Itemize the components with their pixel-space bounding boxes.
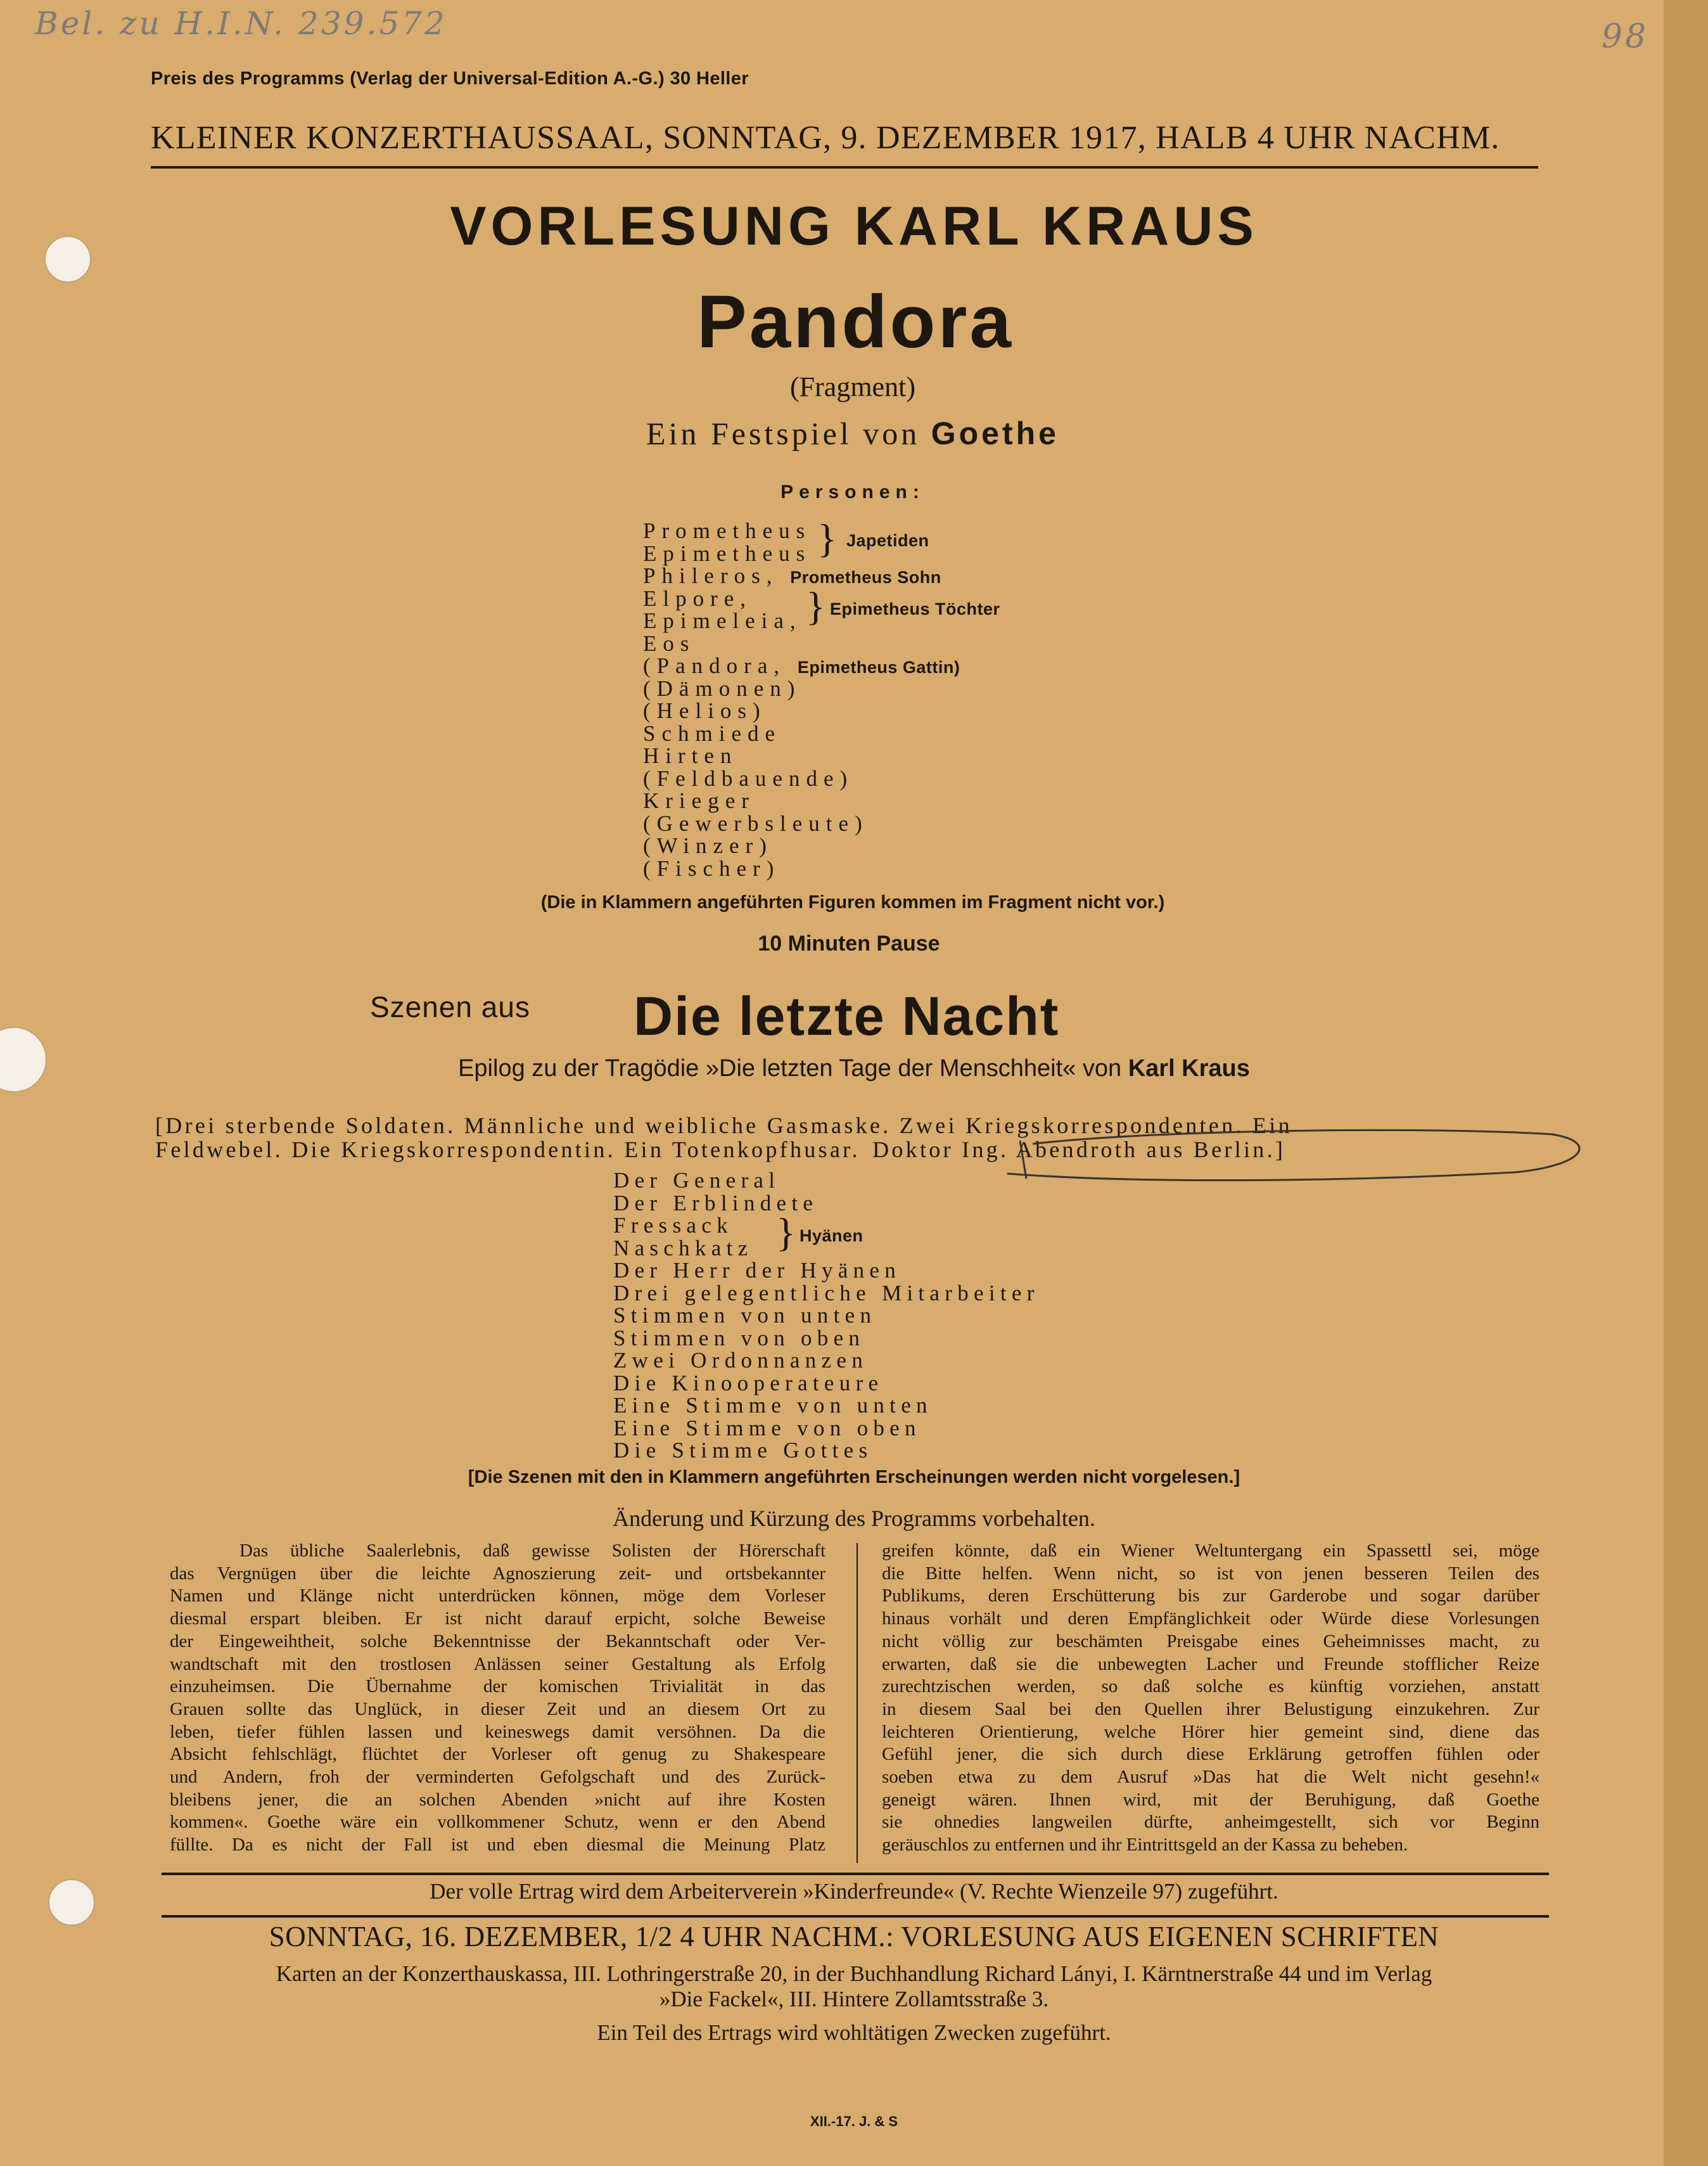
cast-row [643,565,960,587]
notice-line: die Bitte helfen. Wenn nicht, so ist von jenen besseren Teilen des [882,1563,1539,1584]
notice-line: in diesem Saal bei den Quellen ihrer Belustigung einzukehren. Zur [882,1698,1539,1719]
cast-row: Die Kinooperateure [613,1370,884,1395]
brace-toechter: } [806,584,825,629]
notice-line: diesmal erspart bleiben. Er ist nicht darauf erpicht, solche Beweise [170,1608,825,1629]
notice-line: wandtschaft mit den trostlosen Anlässen seiner Gestaltung als Erfolg [170,1653,825,1674]
cast-row: Eine Stimme von unten [613,1393,933,1418]
cast-role: Prometheus Sohn [790,568,941,587]
notice-line: kommen«. Goethe wäre ein vollkommener Schutz, wenn er den Abend [170,1812,825,1833]
work2-title: Die letzte Nacht [634,986,1060,1047]
reserve-note: Änderung und Kürzung des Programms vorbehalten. [613,1506,1095,1531]
work1-note: (Die in Klammern angeführten Figuren kommen im Fragment nicht vor.) [540,892,1165,913]
group-label-toechter: Epimetheus Töchter [830,599,1000,618]
cast-row: Der Herr der Hyänen [613,1258,902,1283]
cast-row [643,812,960,835]
archive-note: Bel. zu H.I.N. 239.572 [35,5,447,42]
work2-byline [0,1055,1708,1082]
cast-name: (Winzer) [643,833,773,858]
notice-line: und Andern, froh der verminderten Gefolgschaft und des Zurück- [170,1767,825,1788]
cast-name: Prometheus [643,518,812,543]
venue-rule [151,166,1538,169]
cast-row [643,767,960,790]
cast-name: Eos [643,631,696,656]
cast-role: Epimetheus Gattin) [797,658,960,677]
tickets-line-1: Karten an der Konzerthauskassa, III. Lothringerstraße 20, in der Buchhandlung Richard Lányi, I. Kärntnerstraße 44 und im Verlag [276,1961,1432,1986]
notice-line: hinaus vorhält und deren Empfänglichkeit oder Würde diese Vorlesungen [882,1608,1539,1629]
notice-column-left [170,1540,825,1857]
cast-name: (Gewerbsleute) [643,811,869,836]
notice-line: Namen und Klänge nicht unterdrücken können, möge dem Vorleser [170,1586,825,1606]
price-line: Preis des Programms (Verlag der Universal-Edition A.-G.) 30 Heller [151,68,749,89]
notice-line: leichteren Orientierung, welche Hörer hier gemeint sind, diene das [882,1721,1539,1742]
notice-line: sie ohnedies langweilen dürfte, anheimgestellt, sich vor Beginn [882,1812,1539,1833]
notice-line: zurechtzischen werden, so daß solche es künftig vorziehen, anstatt [882,1676,1539,1697]
work2-prefix: Szenen aus [370,990,530,1023]
charity-line: Ein Teil des Ertrags wird wohltätigen Zwecken zugeführt. [597,2020,1111,2045]
work2-bracket-line1: [Drei sterbende Soldaten. Männliche und weibliche Gasmaske. Zwei Kriegskorrespondenten. Ein [155,1113,1292,1138]
notice-line: geneigt wären. Ihnen wird, mit der Beruhigung, daß Goethe [882,1789,1539,1810]
cast-name: Hirten [643,743,738,768]
work2-cast-list [613,1169,1040,1462]
notice-line: füllte. Da es nicht der Fall ist und eben diesmal die Meinung Platz [170,1835,825,1855]
proceeds-line: Der volle Ertrag wird dem Arbeiterverein »Kinderfreunde« (V. Rechte Wienzeile 97) zugeführt. [430,1879,1278,1904]
notice-line: erwarten, daß sie die unbewegten Lacher und Freunde stofflicher Reize [882,1653,1539,1674]
cast-row: Fressack [613,1213,733,1238]
cast-name: Epimetheus [643,541,812,566]
work1-byline-prefix: Ein Festspiel von [646,416,921,451]
cast-row [643,700,960,722]
cast-name: Krieger [643,788,755,813]
notice-line: greifen könnte, daß ein Wiener Weltuntergang ein Spassettl sei, möge [882,1541,1539,1561]
cast-row: Naschkatz [613,1235,753,1260]
notice-line: Absicht fehlschlägt, flüchtet der Vorleser oft genug zu Shakespeare [170,1744,825,1765]
notice-line: geräuschlos zu entfernen und ihr Eintrittsgeld an der Kassa zu beheben. [882,1835,1408,1855]
cast-row [643,790,960,812]
cast-row [643,745,960,767]
bracket-line2-part2: Doktor Ing. Abendroth aus Berlin.] [872,1137,1286,1162]
pause-line: 10 Minuten Pause [758,932,940,956]
cast-row [643,857,960,880]
cast-row [643,655,960,677]
work2-note: [Die Szenen mit den in Klammern angeführten Erscheinungen werden nicht vorgelesen.] [468,1467,1240,1487]
notice-line: das Vergnügen über die leichte Agnoszierung zeit- und ortsbekannter [170,1563,825,1584]
notice-line: einzuheimsen. Die Übernahme der komischen Trivialität in das [170,1676,825,1697]
notice-line: soeben etwa zu dem Ausruf »Das hat die Welt nicht gesehn!« [882,1767,1539,1788]
group-label-hyaenen: Hyänen [800,1226,864,1245]
cast-name: Elpore, [643,586,753,611]
proceeds-rule-top [162,1873,1549,1875]
cast-name: (Feldbauende) [643,766,854,791]
cast-name: (Dämonen) [643,676,801,701]
cast-row: Zwei Ordonnanzen [613,1348,868,1373]
cast-row: Der Erblindete [613,1190,819,1215]
cast-row: Stimmen von oben [613,1325,865,1350]
next-event-line: SONNTAG, 16. DEZEMBER, 1/2 4 UHR NACHM.: VORLESUNG AUS EIGENEN SCHRIFTEN [269,1921,1439,1952]
venue-line: KLEINER KONZERTHAUSSAAL, SONNTAG, 9. DEZEMBER 1917, HALB 4 UHR NACHM. [151,120,1500,156]
cast-name: Phileros, [643,563,779,588]
page-number: 98 [1602,18,1649,56]
column-divider [857,1543,858,1863]
work1-cast-list [643,516,960,881]
cast-row [643,677,960,700]
cast-name: Schmiede [643,721,782,746]
pencil-mark-loop [995,1122,1590,1191]
notice-line: Grauen sollte das Unglück, in dieser Zeit und an diesem Ort zu [170,1698,825,1719]
cast-row [643,835,960,857]
notice-line: Das übliche Saalerlebnis, daß gewisse Solisten der Hörerschaft [239,1541,825,1561]
cast-name: (Helios) [643,698,767,723]
notice-line: nicht völlig zur beschämten Preisgabe eines Geheimnisses macht, zu [882,1631,1539,1651]
cast-name: (Pandora, [643,653,786,678]
cast-row: Eine Stimme von oben [613,1415,921,1440]
notice-line: leben, tiefer fühlen lassen und keineswegs damit versöhnen. Da die [170,1721,825,1742]
bracket-line2-part1: Feldwebel. Die Kriegskorrespondentin. Ein Totenkopfhusar. [155,1137,860,1162]
tickets-line-2: »Die Fackel«, III. Hintere Zollamtsstraße 3. [659,1987,1049,2011]
notice-line: der Eingeweihtheit, solche Bekenntnisse der Bekanntschaft oder Ver- [170,1631,825,1651]
work2-byline-author: Karl Kraus [1128,1055,1250,1082]
notice-column-right [882,1540,1539,1857]
cast-row: Stimmen von unten [613,1303,877,1328]
notice-line: Gefühl jener, die sich durch diese Erklärung getroffen fühlen oder [882,1744,1539,1765]
notice-line: Publikums, deren Erschütterung bis zur Garderobe und sogar darüber [882,1586,1539,1606]
proceeds-rule-bottom [162,1915,1549,1918]
printer-mark: XII.-17. J. & S [810,2113,898,2129]
brace-hyaenen: } [776,1210,796,1255]
cast-row: Der General [613,1168,781,1193]
cast-name: (Fischer) [643,856,781,881]
work1-title: Pandora [696,280,1014,364]
brace-japetiden: } [817,516,837,561]
cast-row: Drei gelegentliche Mitarbeiter [613,1280,1040,1305]
cast-row [643,632,960,655]
work1-byline [0,415,1705,452]
group-label-japetiden: Japetiden [846,531,929,550]
cast-row [643,722,960,745]
work1-byline-author: Goethe [931,416,1059,451]
work1-subtitle: (Fragment) [790,371,915,402]
cast-name: Epimeleia, [643,608,802,633]
cast-row: Die Stimme Gottes [613,1438,873,1463]
notice-line: bleibens jener, die an solchen Abenden »nicht auf ihre Kosten [170,1789,825,1810]
program-heading: VORLESUNG KARL KRAUS [450,196,1258,257]
work2-byline-prefix: Epilog zu der Tragödie »Die letzten Tage der Menschheit« von [458,1055,1122,1082]
personen-label: Personen: [781,482,925,503]
